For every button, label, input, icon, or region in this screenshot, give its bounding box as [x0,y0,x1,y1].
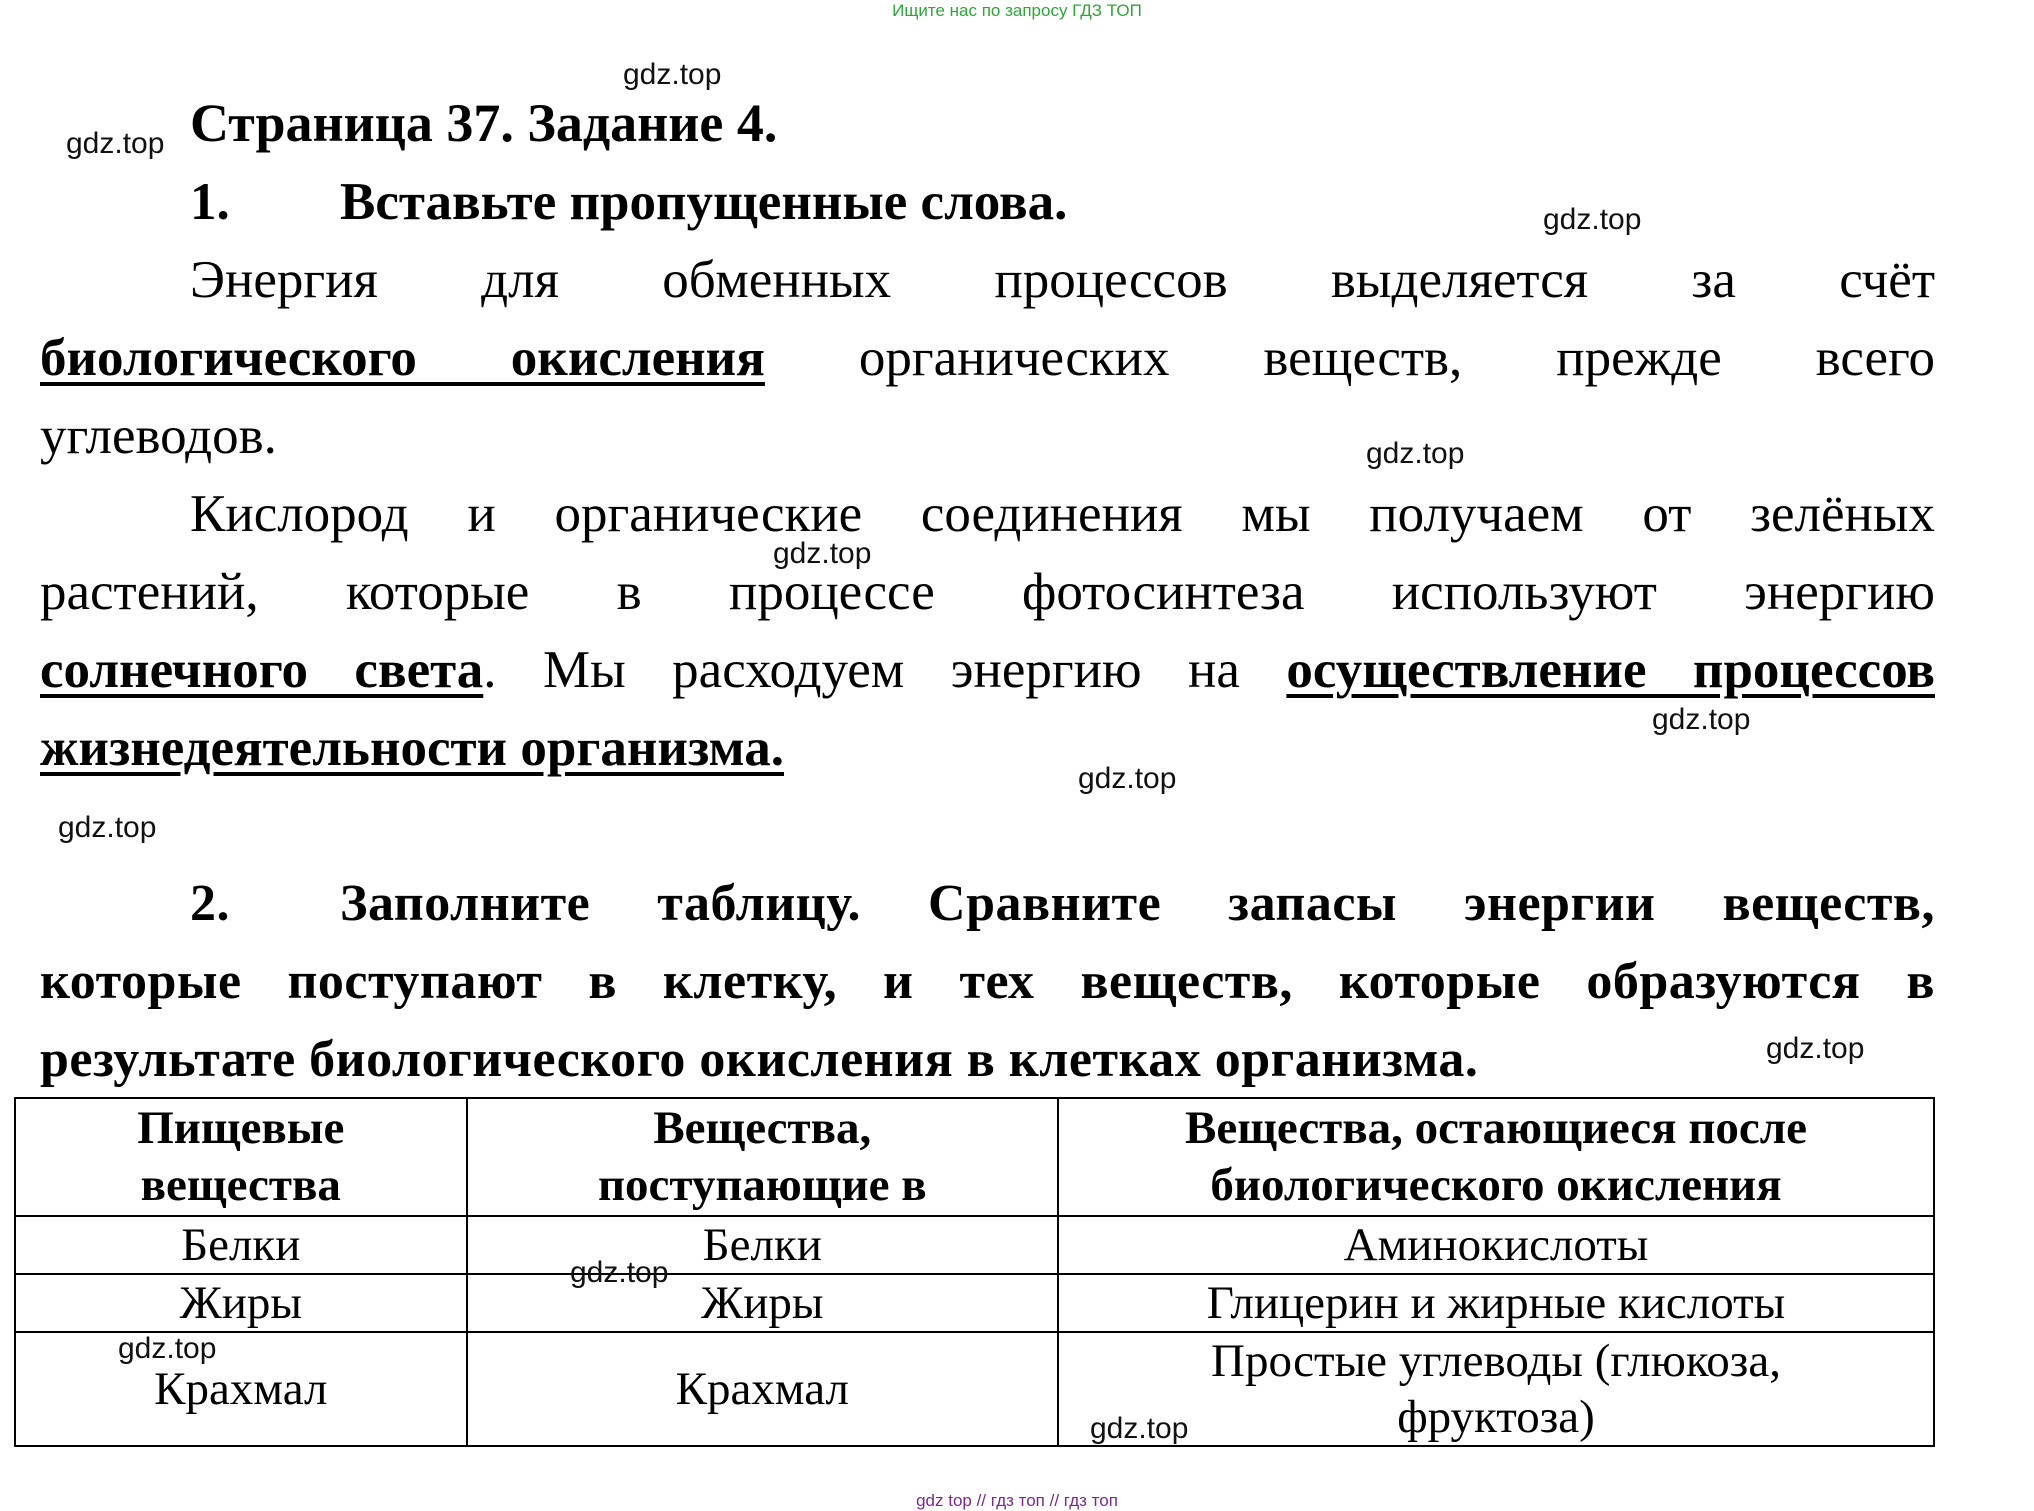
answer-fill: жизнедеятельности организма. [40,719,784,777]
task1-p2-line3 [40,640,1935,700]
table-cell: Крахмал [467,1332,1058,1446]
table-cell: Глицерин и жирные кислоты [1058,1274,1934,1332]
task1-p2-line2: растений, которые в процессе фотосинтеза используют энергию [40,563,1935,621]
table-header-row [15,1098,1934,1216]
text-span: органических веществ, прежде всего [858,329,1935,387]
answer-fill: солнечного света [40,641,484,699]
page-title: Страница 37. Задание 4. [190,93,778,153]
table-cell: Жиры [15,1274,467,1332]
watermark: gdz.top [623,58,722,91]
watermark: gdz.top [66,127,165,160]
task2-text: Заполните таблицу. Сравните запасы энергии веществ, [340,875,1935,932]
table-header: Вещества, поступающие в [467,1098,1058,1216]
table-cell: Белки [15,1216,467,1274]
task1-p2-line1: Кислород и органические соединения мы получаем от зелёных [190,485,1935,543]
task1-p1-line3: углеводов. [40,407,277,465]
task1-p1-line2 [40,328,1935,388]
watermark: gdz.top [1078,762,1177,795]
task1-p1-line1: Энергия для обменных процессов выделяется за счёт [190,251,1935,309]
task2-line3: результате биологического окисления в клетках организма. [40,1031,1479,1088]
task1-heading-text: Вставьте пропущенные слова. [340,173,1068,231]
table-cell: Белки [467,1216,1058,1274]
table-header: Вещества, остающиеся после биологического окисления [1058,1098,1934,1216]
top-banner: Ищите нас по запросу ГДЗ ТОП [892,1,1142,20]
watermark: gdz.top [1366,437,1465,470]
table-row [15,1216,1934,1274]
table-cell: Простые углеводы (глюкоза, фруктоза) [1058,1332,1934,1446]
answer-fill: осуществление процессов [1286,641,1935,699]
table-cell: Крахмал [15,1332,467,1446]
text-span: . Мы расходуем энергию на [483,641,1287,699]
bottom-banner: gdz top // гдз топ // гдз топ [916,1491,1118,1510]
task2-line1 [190,874,1935,934]
watermark: gdz.top [118,1332,217,1365]
watermark: gdz.top [1090,1412,1189,1445]
watermark: gdz.top [1652,703,1751,736]
task1-number: 1. [190,173,230,231]
task1-p2-line4 [40,718,1935,778]
table-row [15,1332,1934,1446]
watermark: gdz.top [570,1256,669,1289]
table-cell: Жиры [467,1274,1058,1332]
watermark: gdz.top [1543,203,1642,236]
task2-number: 2. [190,875,230,932]
table-header: Пищевые вещества [15,1098,467,1216]
table-row [15,1274,1934,1332]
task1-heading [190,172,1067,232]
table-cell: Аминокислоты [1058,1216,1934,1274]
task2-line2: которые поступают в клетку, и тех веществ, которые образуются в [40,953,1935,1010]
watermark: gdz.top [1766,1032,1865,1065]
watermark: gdz.top [773,537,872,570]
energy-table [14,1097,1935,1447]
answer-fill: биологического окисления [40,329,765,387]
watermark: gdz.top [58,811,157,844]
